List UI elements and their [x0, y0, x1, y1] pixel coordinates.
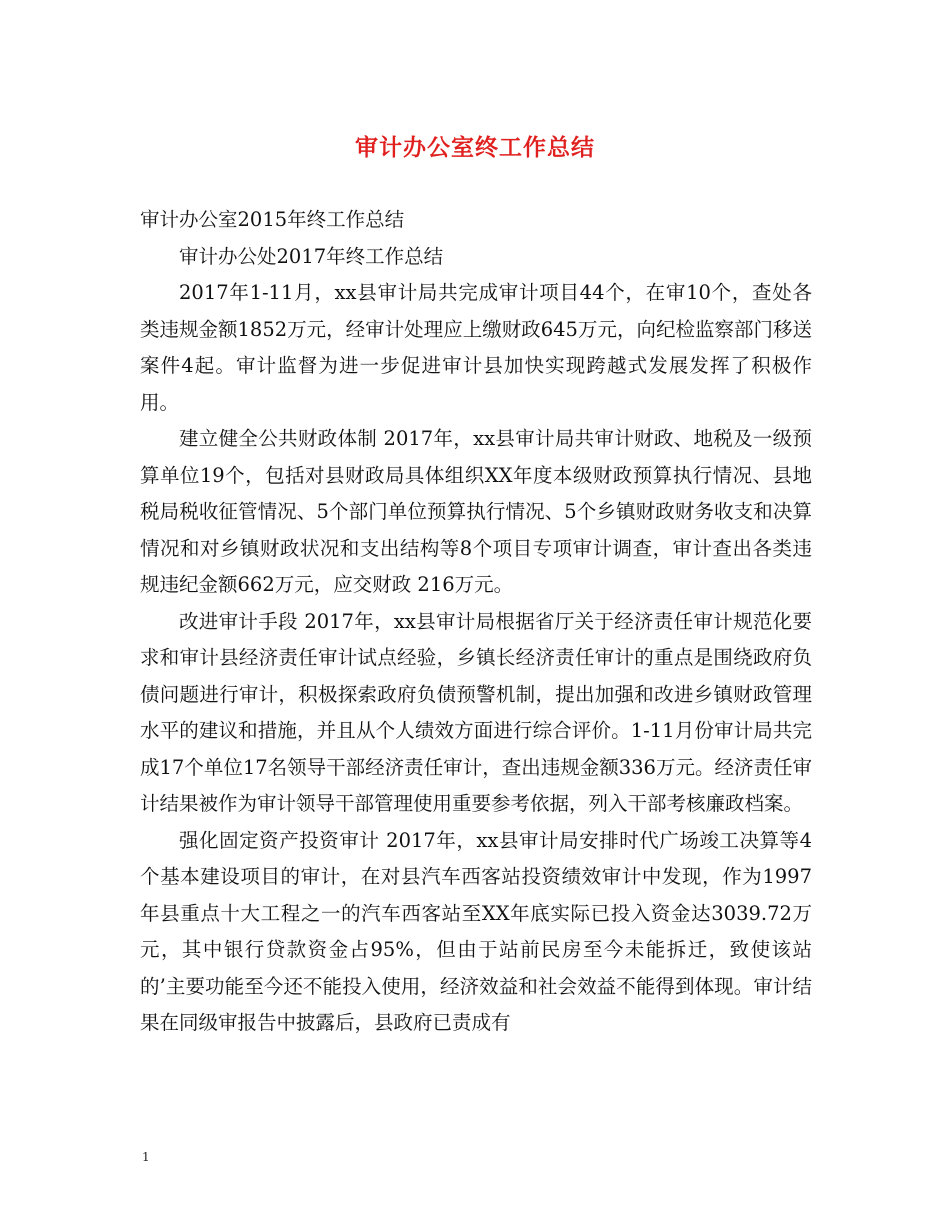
- subtitle-2017: 审计办公处2017年终工作总结: [179, 244, 444, 268]
- subtitle-2015: 审计办公室2015年终工作总结: [140, 208, 405, 231]
- document-title: 审计办公室终工作总结: [355, 134, 595, 161]
- paragraph-fixed-asset-audit: 强化固定资产投资审计 2017年，xx县审计局安排时代广场竣工决算等4个基本建设项目的审计，在对县汽车西客站投资绩效审计中发现，作为1997年县重点十大工程之一的汽车西客站至XX年底实际已投入资金达3039.72万元，其中银行贷款资金占95%，但由于站前民房至今未能拆迁，致使该站的’主要功能至今还不能投入使用，经济效益和社会效益不能得到体现。审计结果在同级审报告中披露后，县政府已责成有: [140, 828, 812, 1034]
- paragraph-audit-methods: 改进审计手段 2017年，xx县审计局根据省厅关于经济责任审计规范化要求和审计县经济责任审计试点经验，乡镇长经济责任审计的重点是围绕政府负债问题进行审计，积极探索政府负债预警机制，提出加强和改进乡镇财政管理水平的建议和措施，并且从个人绩效方面进行综合评价。1-11月份审计局共完成17个单位17名领导干部经济责任审计，查出违规金额336万元。经济责任审计结果被作为审计领导干部管理使用重要参考依据，列入干部考核廉政档案。: [140, 609, 812, 815]
- paragraph-public-finance: 建立健全公共财政体制 2017年，xx县审计局共审计财政、地税及一级预算单位19个，包括对县财政局具体组织XX年度本级财政预算执行情况、县地税局税收征管情况、5个部门单位预算执行情况、5个乡镇财政财务收支和决算情况和对乡镇财政状况和支出结构等8个项目专项审计调查，审计查出各类违规违纪金额662万元，应交财政 216万元。: [140, 427, 812, 596]
- page-number: 1: [142, 1150, 150, 1164]
- document-body: [140, 202, 812, 1042]
- paragraph-overview: 2017年1-11月，xx县审计局共完成审计项目44个，在审10个，查处各类违规金额1852万元，经审计处理应上缴财政645万元，向纪检监察部门移送案件4起。审计监督为进一步促进审计县加快实现跨越式发展发挥了积极作用。: [140, 281, 812, 414]
